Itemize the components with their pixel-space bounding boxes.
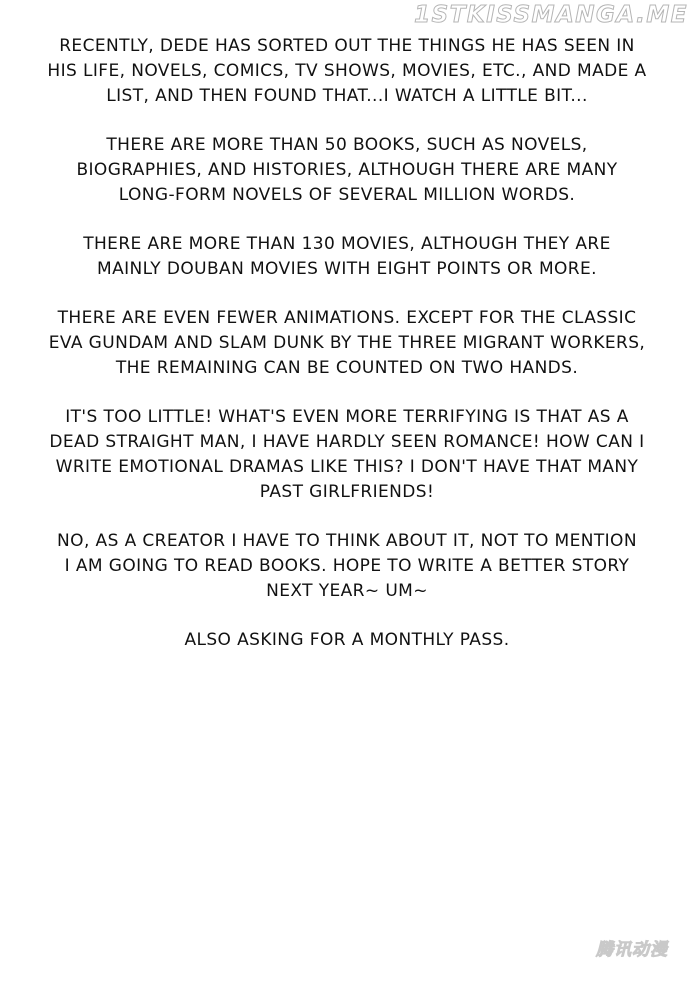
text-line: LIST, AND THEN FOUND THAT...I WATCH A LITTLE BIT...: [106, 86, 588, 106]
text-line: WRITE EMOTIONAL DRAMAS LIKE THIS? I DON'T HAVE THAT MANY: [55, 457, 639, 477]
author-note: [20, 34, 674, 677]
text-line: BIOGRAPHIES, AND HISTORIES, ALTHOUGH THERE ARE MANY: [76, 160, 618, 180]
paragraph-1: [20, 34, 674, 109]
text-line: NEXT YEAR~ UM~: [266, 581, 428, 601]
text-line: THERE ARE MORE THAN 130 MOVIES, ALTHOUGH THEY ARE: [83, 234, 611, 254]
text-line: LONG-FORM NOVELS OF SEVERAL MILLION WORDS.: [118, 185, 576, 205]
text-line: EVA GUNDAM AND SLAM DUNK BY THE THREE MIGRANT WORKERS,: [48, 333, 646, 353]
text-line: THERE ARE EVEN FEWER ANIMATIONS. EXCEPT FOR THE CLASSIC: [57, 308, 637, 328]
publisher-logo: 腾讯动漫: [596, 940, 668, 960]
paragraph-7: [20, 628, 674, 653]
paragraph-4: [20, 306, 674, 381]
text-line: PAST GIRLFRIENDS!: [259, 482, 435, 502]
text-line: RECENTLY, DEDE HAS SORTED OUT THE THINGS HE HAS SEEN IN: [59, 36, 635, 56]
text-line: THE REMAINING CAN BE COUNTED ON TWO HANDS.: [115, 358, 579, 378]
text-line: THERE ARE MORE THAN 50 BOOKS, SUCH AS NOVELS,: [106, 135, 588, 155]
text-line: ALSO ASKING FOR A MONTHLY PASS.: [184, 630, 510, 650]
paragraph-5: [20, 405, 674, 505]
paragraph-3: [20, 232, 674, 282]
text-line: I AM GOING TO READ BOOKS. HOPE TO WRITE A BETTER STORY: [64, 556, 630, 576]
site-watermark: 1STKISSMANGA.ME: [414, 2, 688, 28]
text-line: IT'S TOO LITTLE! WHAT'S EVEN MORE TERRIFYING IS THAT AS A: [65, 407, 629, 427]
text-line: NO, AS A CREATOR I HAVE TO THINK ABOUT IT, NOT TO MENTION: [57, 531, 637, 551]
text-line: DEAD STRAIGHT MAN, I HAVE HARDLY SEEN ROMANCE! HOW CAN I: [49, 432, 645, 452]
paragraph-6: [20, 529, 674, 604]
paragraph-2: [20, 133, 674, 208]
text-line: MAINLY DOUBAN MOVIES WITH EIGHT POINTS OR MORE.: [97, 259, 597, 279]
text-line: HIS LIFE, NOVELS, COMICS, TV SHOWS, MOVIES, ETC., AND MADE A: [47, 61, 647, 81]
